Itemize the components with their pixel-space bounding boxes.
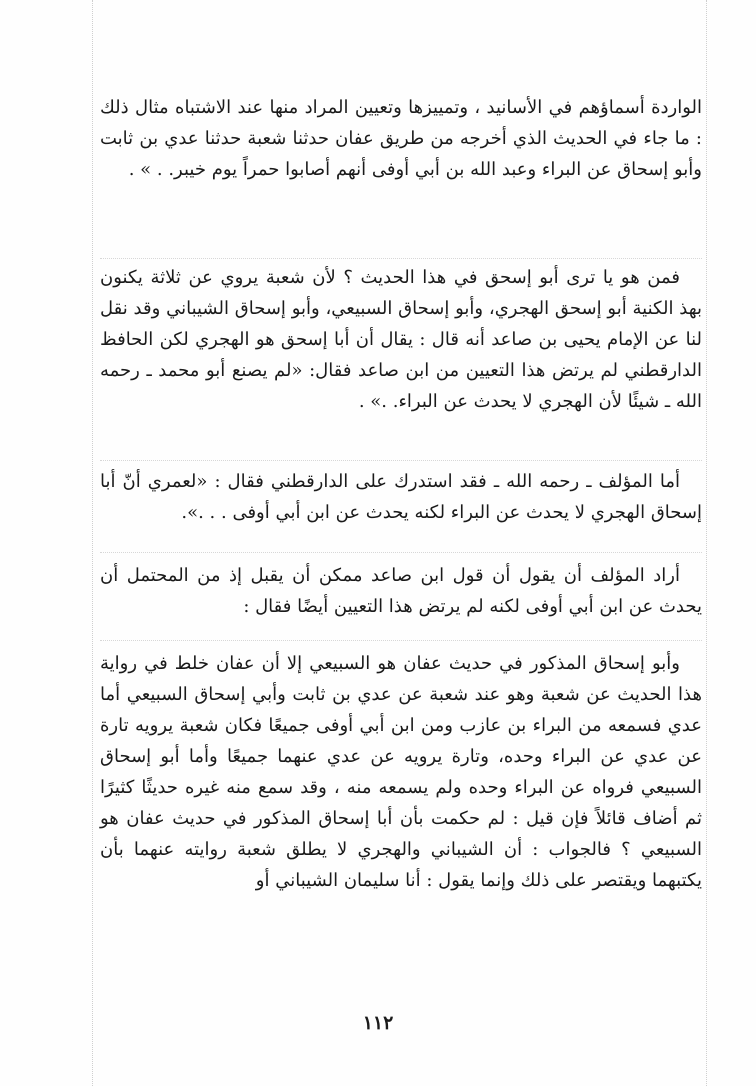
paragraph-block-4	[100, 560, 702, 622]
paragraph-block-1	[100, 92, 702, 185]
paragraph: وأبو إسحاق المذكور في حديث عفان هو السبيعي إلا أن عفان خلط في رواية هذا الحديث عن شعبة وهو عند شعبة عن عدي بن ثابت وأبي إسحاق السبيعي أما عدي فسمعه من البراء بن عازب ومن ابن أبي أوفى جميعًا فكان شعبة يرويه تارة عن عدي عن البراء وحده، وتارة يرويه عن عدي عنهما جميعًا وأما أبو إسحاق السبيعي فرواه عن البراء وحده ولم يسمعه منه ، وقد سمع منه غيره حديثًا كثيرًا ثم أضاف قائلاً فإن قيل : لم حكمت بأن أبا إسحاق المذكور في حديث عفان هو السبيعي ؟ فالجواب : أن الشيباني والهجري لا يطلق شعبة روايته عنهما بأن يكتبهما ويقتصر على ذلك وإنما يقول : أنا سليمان الشيباني أو	[100, 653, 702, 891]
paragraph-separator	[100, 552, 702, 553]
right-margin-rule	[706, 0, 707, 1086]
paragraph-separator	[100, 460, 702, 461]
paragraph-block-5	[100, 648, 702, 896]
paragraph: الواردة أسماؤهم في الأسانيد ، وتمييزها وتعيين المراد منها عند الاشتباه مثال ذلك : ما جاء في الحديث الذي أخرجه من طريق عفان حدثنا شعبة حدثنا عدي بن ثابت وأبو إسحاق عن البراء وعبد الله بن أبي أوفى أنهم أصابوا حمراً يوم خيبر. . » .	[100, 97, 703, 180]
page-number: ١١٢	[362, 1012, 394, 1034]
paragraph-separator	[100, 258, 702, 259]
paragraph: أما المؤلف ـ رحمه الله ـ فقد استدرك على الدارقطني فقال : «لعمري أنّ أبا إسحاق الهجري لا يحدث عن البراء لكنه يحدث عن ابن أبي أوفى . . .».	[100, 471, 702, 523]
paragraph-block-3	[100, 466, 702, 528]
paragraph-separator	[100, 640, 702, 641]
left-margin-rule	[92, 0, 93, 1086]
paragraph: أراد المؤلف أن يقول أن قول ابن صاعد ممكن أن يقبل إذ من المحتمل أن يحدث عن ابن أبي أوفى لكنه لم يرتض هذا التعيين أيضًا فقال :	[100, 565, 702, 617]
paragraph: فمن هو يا ترى أبو إسحق في هذا الحديث ؟ لأن شعبة يروي عن ثلاثة يكنون بهذ الكنية أبو إسحق الهجري، وأبو إسحاق السبيعي، وأبو إسحاق الشيباني وقد نقل لنا عن الإمام يحيى بن صاعد أنه قال : يقال أن أبا إسحق هو الهجري لكن الحافظ الدارقطني لم يرتض هذا التعيين من ابن صاعد فقال: «لم يصنع أبو محمد ـ رحمه الله ـ شيئًا لأن الهجري لا يحدث عن البراء. .» .	[100, 267, 702, 412]
paragraph-block-2	[100, 262, 702, 417]
